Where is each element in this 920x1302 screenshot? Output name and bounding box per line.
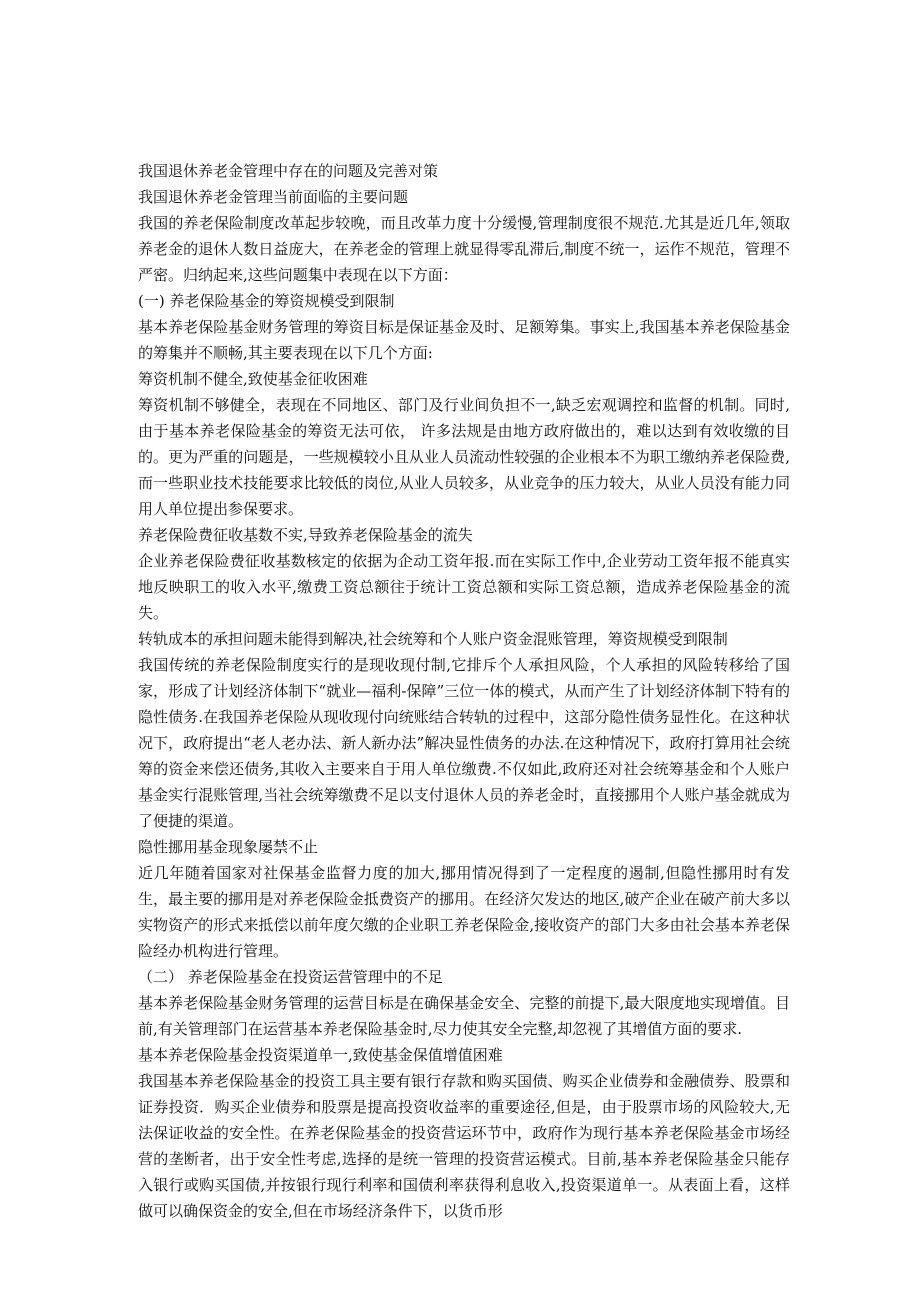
document-body: [138, 158, 790, 1224]
section-1-item-4-body: 近几年随着国家对社保基金监督力度的加大,挪用情况得到了一定程度的遏制,但隐性挪用时有发生，最主要的挪用是对养老保险金抵费资产的挪用。在经济欠发达的地区,破产企业在破产前大多以实物资产的形式来抵偿以前年度欠缴的企业职工养老保险金,接收资产的部门大多由社会基本养老保险经办机构进行管理。: [138, 864, 790, 960]
section-1-intro: 基本养老保险基金财务管理的筹资目标是保证基金及时、足额筹集。事实上,我国基本养老保险基金的筹集并不顺畅,其主要表现在以下几个方面:: [138, 318, 790, 362]
section-1-item-3-heading: 转轨成本的承担问题未能得到解决,社会统筹和个人账户资金混账管理，筹资规模受到限制: [138, 630, 728, 648]
document-title: 我国退休养老金管理中存在的问题及完善对策: [138, 162, 439, 180]
section-1-item-2-body: 企业养老保险费征收基数核定的依据为企动工资年报.而在实际工作中,企业劳动工资年报不能真实地反映职工的收入水平,缴费工资总额往于统计工资总额和实际工资总额，造成养老保险基金的流失。: [138, 552, 790, 622]
section-2-item-1-body: 我国基本养老保险基金的投资工具主要有银行存款和购买国债、购买企业债券和金融债券、股票和证券投资．购买企业债券和股票是提高投资收益率的重要途径,但是，由于股票市场的风险较大,无法保证收益的安全性。在养老保险基金的投资营运环节中，政府作为现行基本养老保险基金市场经营的垄断者，出于安全性考虑,选择的是统一管理的投资营运模式。目前,基本养老保险基金只能存入银行或购买国债,并按银行现行利率和国债利率获得利息收入,投资渠道单一。从表面上看，这样做可以确保资金的安全,但在市场经济条件下，以货币形: [138, 1072, 790, 1220]
section-1-item-2-heading: 养老保险费征收基数不实,导致养老保险基金的流失: [138, 526, 473, 544]
section-1-item-1-body: 筹资机制不够健全，表现在不同地区、部门及行业间负担不一,缺乏宏观调控和监督的机制。同时,由于基本养老保险基金的筹资无法可依， 许多法规是由地方政府做出的，难以达到有效收缴的目的。更为严重的问题是，一些规模较小且从业人员流动性较强的企业根本不为职工缴纳养老保险费,而一些职业技术技能要求比较低的岗位,从业人员较多，从业竞争的压力较大，从业人员没有能力同用人单位提出参保要求。: [138, 396, 790, 518]
section-1-item-3-body: 我国传统的养老保险制度实行的是现收现付制,它排斥个人承担风险，个人承担的风险转移给了国家，形成了计划经济体制下“就业—福利-保障”三位一体的模式，从而产生了计划经济体制下特有的隐性债务.在我国养老保险从现收现付向统账结合转轨的过程中，这部分隐性债务显性化。在这种状况下，政府提出“老人老办法、新人新办法”解决显性债务的办法.在这种情况下，政府打算用社会统筹的资金来偿还债务,其收入主要来自于用人单位缴费.不仅如此,政府还对社会统筹基金和个人账户基金实行混账管理,当社会统筹缴费不足以支付退休人员的养老金时，直接挪用个人账户基金就成为了便捷的渠道。: [138, 656, 790, 830]
section-2-intro: 基本养老保险基金财务管理的运营目标是在确保基金安全、完整的前提下,最大限度地实现增值。目前,有关管理部门在运营基本养老保险基金时,尽力使其安全完整,却忽视了其增值方面的要求.: [138, 994, 790, 1038]
section-1-heading: (一) 养老保险基金的筹资规模受到限制: [138, 292, 395, 310]
document-subtitle: 我国退休养老金管理当前面临的主要问题: [138, 188, 409, 206]
intro-paragraph: 我国的养老保险制度改革起步较晚，而且改革力度十分缓慢,管理制度很不规范.尤其是近几年,领取养老金的退休人数日益庞大，在养老金的管理上就显得零乱滞后,制度不统一，运作不规范，管理不严密。归纳起来,这些问题集中表现在以下方面：: [138, 214, 790, 284]
section-2-item-1-heading: 基本养老保险基金投资渠道单一,致使基金保值增值困难: [138, 1046, 503, 1064]
section-1-item-4-heading: 隐性挪用基金现象屡禁不止: [138, 838, 319, 856]
section-1-item-1-heading: 筹资机制不健全,致使基金征收困难: [138, 370, 368, 388]
section-2-heading: （二） 养老保险基金在投资运营管理中的不足: [138, 968, 443, 986]
